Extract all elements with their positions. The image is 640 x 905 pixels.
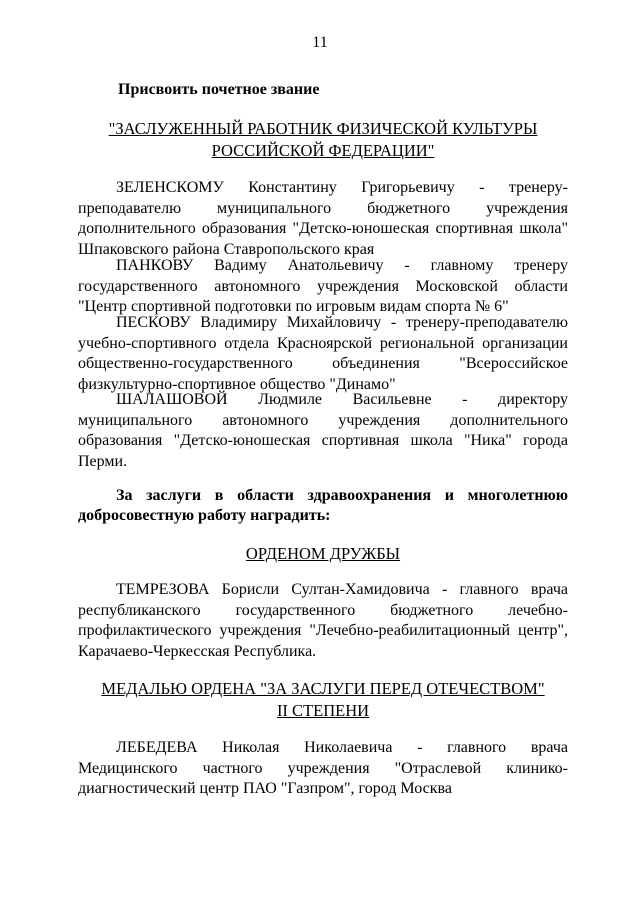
entry-line: физкультурно-спортивное общество "Динамо" <box>78 375 396 393</box>
entry-line: учебно-спортивного отдела Красноярской региональной организации <box>78 334 568 352</box>
entry-line: ШАЛАШОВОЙ Людмиле Васильевне - директору <box>116 391 568 408</box>
entry-line: общественно-государственного объединения "Всероссийское <box>78 355 568 373</box>
entry-line: муниципального автономного учреждения дополнительного <box>78 411 568 429</box>
recipient-entry <box>78 738 568 800</box>
recipient-entry <box>78 313 568 395</box>
entry-line: ЗЕЛЕНСКОМУ Константину Григорьевичу - тренеру- <box>116 179 568 196</box>
recipient-entry <box>78 390 568 472</box>
entry-line: образования "Детско-юношеская спортивная школа "Ника" города <box>78 432 568 450</box>
title-line: "ЗАСЛУЖЕННЫЙ РАБОТНИК ФИЗИЧЕСКОЙ КУЛЬТУРЫ <box>108 119 538 138</box>
honorary-title <box>78 118 568 162</box>
title-line: МЕДАЛЬЮ ОРДЕНА "ЗА ЗАСЛУГИ ПЕРЕД ОТЕЧЕСТВОМ" <box>101 679 545 698</box>
entry-line: ЛЕБЕДЕВА Николая Николаевича - главного врача <box>116 739 568 756</box>
entry-line: Перми. <box>78 452 128 470</box>
entry-line: ТЕМРЕЗОВА Борисли Султан-Хамидовича - главного врача <box>116 581 568 598</box>
entry-line: ПЕСКОВУ Владимиру Михайловичу - тренеру-преподавателю <box>116 314 568 331</box>
entry-line: "Центр спортивной подготовки по игровым видам спорта № 6" <box>78 298 509 316</box>
merit-line: За заслуги в области здравоохранения и многолетнюю <box>116 487 568 504</box>
title-line: ОРДЕНОМ ДРУЖБЫ <box>245 544 401 563</box>
entry-line: Медицинского частного учреждения "Отраслевой клинико- <box>78 759 568 777</box>
title-line: II СТЕПЕНИ <box>276 701 370 720</box>
recipient-entry <box>78 256 568 318</box>
entry-line: диагностический центр ПАО "Газпром", город Москва <box>78 780 452 798</box>
entry-line: республиканского государственного бюджетного лечебно- <box>78 601 568 619</box>
recipient-entry <box>78 178 568 260</box>
entry-line: Карачаево-Черкесская Республика. <box>78 642 317 660</box>
entry-line: государственного автономного учреждения Московской области <box>78 277 568 295</box>
entry-line: преподавателю муниципального бюджетного учреждения <box>78 199 568 217</box>
page-number: 11 <box>312 34 328 51</box>
order-title <box>78 543 568 565</box>
entry-line: ПАНКОВУ Вадиму Анатольевичу - главному тренеру <box>116 257 568 274</box>
entry-line: дополнительного образования "Детско-юношеская спортивная школа" <box>78 220 568 238</box>
entry-line: Шпаковского района Ставропольского края <box>78 240 375 258</box>
entry-line: профилактического учреждения "Лечебно-реабилитационный центр", <box>78 622 568 640</box>
award-intro: Присвоить почетное звание <box>118 81 320 98</box>
recipient-entry <box>78 580 568 662</box>
title-line: РОССИЙСКОЙ ФЕДЕРАЦИИ" <box>211 141 435 160</box>
merit-statement <box>78 486 568 526</box>
merit-line: добросовестную работу наградить: <box>78 507 331 524</box>
medal-title <box>78 678 568 722</box>
